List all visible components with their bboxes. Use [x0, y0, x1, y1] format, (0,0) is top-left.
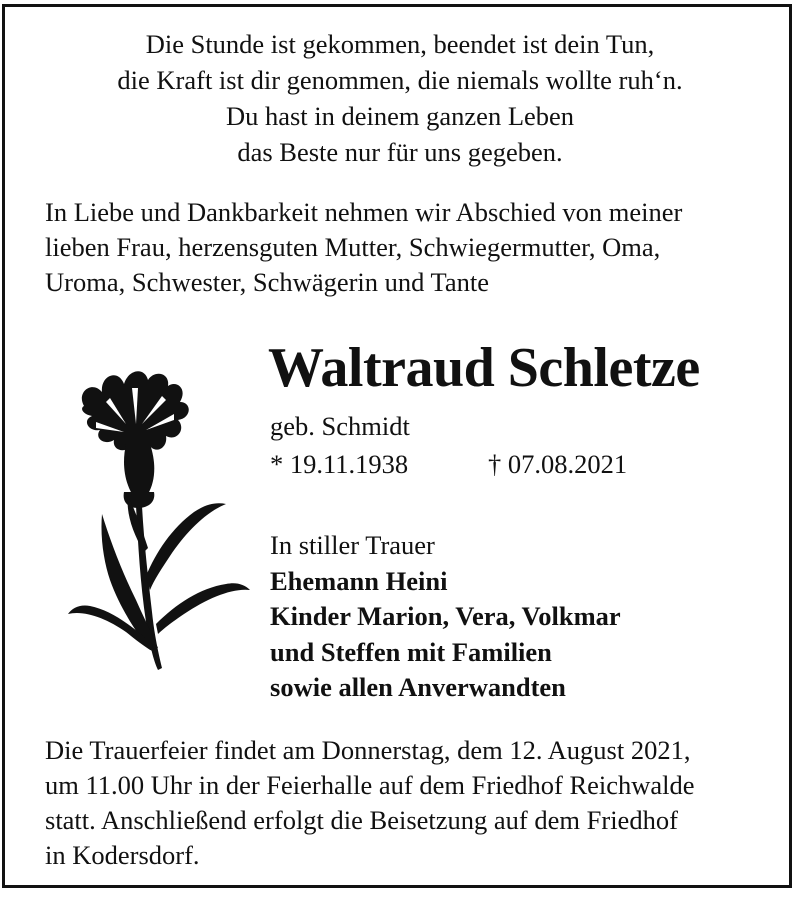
poem-line: Die Stunde ist gekommen, beendet ist dein Tun, [145, 29, 655, 59]
ceremony-info [45, 733, 785, 873]
mourner-line: Ehemann Heini [270, 565, 448, 596]
mourner-line: sowie allen Anverwandten [270, 672, 566, 702]
ceremony-line: statt. Anschließend erfolgt die Beisetzung auf dem Friedhof [45, 805, 678, 835]
ceremony-line: Die Trauerfeier findet am Donnerstag, dem 12. August 2021, [45, 735, 691, 765]
mourners [270, 528, 621, 706]
poem-line: das Beste nur für uns gegeben. [237, 137, 563, 167]
maiden-name: geb. Schmidt [270, 411, 410, 441]
deceased-name: Waltraud Schletze [268, 337, 700, 399]
carnation-icon [66, 362, 251, 674]
intro-line: lieben Frau, herzensguten Mutter, Schwiegermutter, Oma, [45, 232, 661, 262]
life-dates [270, 447, 628, 481]
poem-line: Du hast in deinem ganzen Leben [225, 101, 575, 131]
ceremony-line: um 11.00 Uhr in der Feierhalle auf dem Friedhof Reichwalde [45, 770, 695, 800]
mourner-line: Kinder Marion, Vera, Volkmar [270, 601, 621, 631]
mourner-line: und Steffen mit Familien [270, 636, 552, 667]
death-date: † 07.08.2021 [488, 449, 628, 479]
farewell-intro [45, 195, 785, 300]
birth-date: * 19.11.1938 [270, 449, 409, 479]
mourning-intro: In stiller Trauer [270, 530, 435, 560]
intro-line: Uroma, Schwester, Schwägerin und Tante [45, 267, 490, 297]
ceremony-line: in Kodersdorf. [45, 840, 200, 870]
poem-line: die Kraft ist dir genommen, die niemals wollte ruh‘n. [117, 65, 683, 95]
poem [0, 26, 800, 170]
intro-line: In Liebe und Dankbarkeit nehmen wir Abschied von meiner [45, 197, 683, 227]
